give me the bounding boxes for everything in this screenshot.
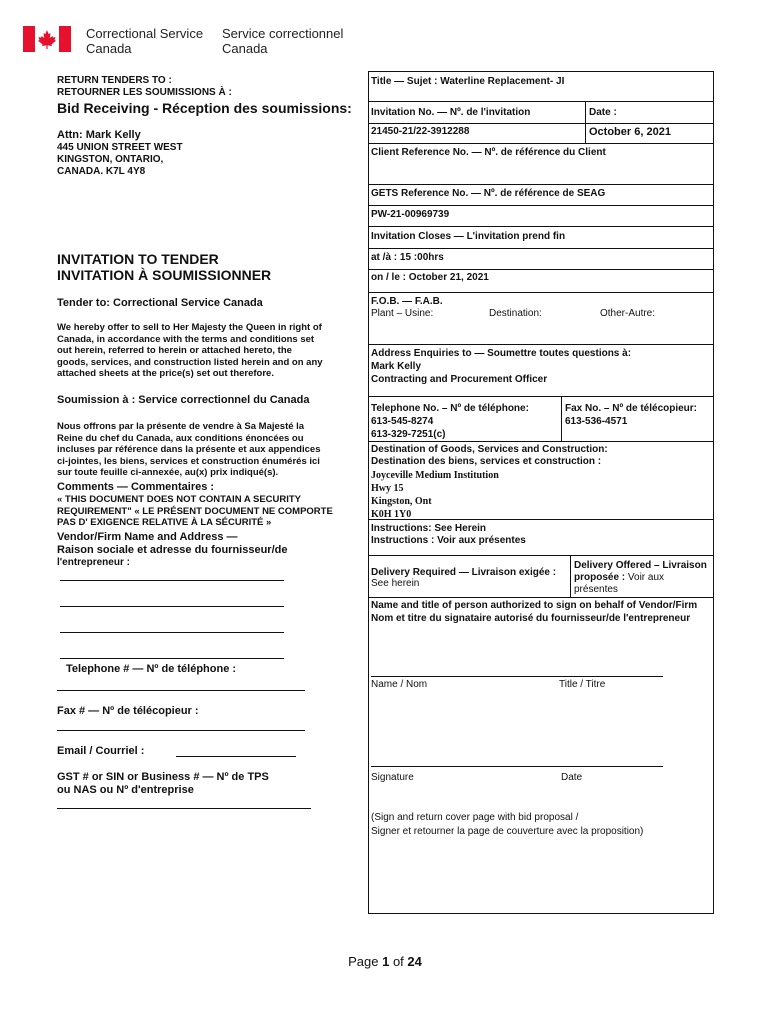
vendor-line3: l'entrepreneur : [57, 557, 130, 568]
name-title-field[interactable] [371, 676, 663, 677]
security-note [57, 494, 362, 529]
address-line: K0H 1Y0 [371, 509, 412, 520]
offer-en-line: goods, services, and construction listed herein and on any [57, 356, 323, 368]
plant-label: Plant – Usine: [371, 308, 434, 319]
security-line: « THIS DOCUMENT DOES NOT CONTAIN A SECURITY [57, 494, 302, 505]
department-name-fr [222, 26, 343, 56]
contact-title: Contracting and Procurement Officer [371, 374, 548, 385]
address-line: Hwy 15 [371, 483, 404, 494]
signature-label: Signature [371, 772, 414, 783]
closes-time: at /à : 15 :00hrs [371, 252, 444, 263]
soumission-a: Soumission à : Service correctionnel du Canada [57, 394, 310, 406]
offer-en-line: attached sheets at the price(s) set out therefore. [57, 368, 274, 379]
delivery-offered-value: Voir aux [627, 572, 665, 583]
divider [368, 597, 714, 598]
divider [368, 248, 714, 249]
closes-date: on / le : October 21, 2021 [371, 272, 489, 283]
email-field[interactable] [176, 756, 296, 757]
fax-field[interactable] [57, 730, 305, 731]
page-number [0, 954, 770, 969]
fax-no: 613-536-4571 [565, 416, 628, 427]
comments-label: Comments — Commentaires : [57, 481, 215, 493]
divider [585, 101, 586, 143]
divider [368, 292, 714, 293]
offer-en-line: out herein, referred to herein or attached hereto, the [57, 345, 292, 356]
dept-en-line1: Correctional Service [86, 26, 204, 41]
street: 445 UNION STREET WEST [57, 142, 183, 153]
vendor-line-field-3[interactable] [60, 632, 284, 633]
signature-field[interactable] [371, 766, 663, 767]
divider [368, 441, 714, 442]
instructions-fr: Instructions : Voir aux présentes [371, 535, 526, 546]
page-current: 1 [382, 954, 390, 969]
divider [368, 143, 714, 144]
divider [368, 344, 714, 345]
delivery-offered-line3: présentes [574, 584, 618, 595]
divider [368, 101, 714, 102]
of-word: of [392, 954, 404, 969]
divider [368, 205, 714, 206]
destination-goods-en: Destination of Goods, Services and Construction: [371, 444, 608, 455]
offer-fr-line: Nous offrons par la présente de vendre à Sa Majesté la [57, 421, 305, 432]
date-label: Date : [589, 107, 617, 118]
divider [368, 123, 714, 124]
country: CANADA. K7L 4Y8 [57, 166, 146, 177]
title-label: Title / Titre [559, 679, 606, 690]
delivery-required-value: See herein [371, 578, 420, 589]
address-block [57, 129, 183, 178]
address-line: Joyceville Medium Institution [371, 470, 499, 481]
return-tenders: RETURN TENDERS TO : [57, 75, 172, 86]
title-subject: Title — Sujet : Waterline Replacement- JI [371, 76, 565, 87]
telephone-no-1: 613-545-8274 [371, 416, 434, 427]
department-name-en [86, 26, 203, 56]
delivery-offered [574, 560, 714, 596]
dept-fr-line2: Canada [222, 41, 268, 56]
vendor-line-field-1[interactable] [60, 580, 284, 581]
telephone-label: Telephone # — Nº de téléphone : [66, 663, 237, 675]
authorized-person-en: Name and title of person authorized to sign on behalf of Vendor/Firm [371, 600, 698, 611]
destination-label: Destination: [489, 308, 542, 319]
telephone-no-2: 613-329-7251(c) [371, 429, 446, 440]
dept-en-line2: Canada [86, 41, 132, 56]
invitation-no: 21450-21/22-3912288 [371, 126, 470, 137]
instructions-en: Instructions: See Herein [371, 523, 487, 534]
vendor-line-field-2[interactable] [60, 606, 284, 607]
enquiries-label: Address Enquiries to — Soumettre toutes questions à: [371, 348, 632, 359]
invitation-a-soumissionner: INVITATION À SOUMISSIONNER [57, 267, 272, 283]
fax-no-label: Fax No. – Nº de télécopieur: [565, 403, 698, 414]
telephone-field[interactable] [57, 690, 305, 691]
delivery-offered-line2: proposée : [574, 572, 626, 583]
other-label: Other-Autre: [600, 308, 656, 319]
vendor-line-field-4[interactable] [60, 658, 284, 659]
offer-en [57, 322, 357, 380]
delivery-address [371, 469, 499, 521]
delivery-required: Delivery Required — Livraison exigée : [371, 567, 557, 578]
fax-label: Fax # — Nº de télécopieur : [57, 705, 199, 717]
offer-fr-line: sur toute feuille ci-annexée, au(x) prix indiqué(s). [57, 467, 279, 478]
sign-instruction-en: (Sign and return cover page with bid proposal / [371, 812, 579, 823]
destination-goods-fr: Destination des biens, services et construction : [371, 456, 602, 467]
dept-fr-line1: Service correctionnel [222, 26, 344, 41]
invitation-closes: Invitation Closes — L'invitation prend fin [371, 231, 566, 242]
divider [368, 226, 714, 227]
page-word: Page [348, 954, 379, 969]
security-line: PAS D' EXIGENCE RELATIVE À LA SÉCURITÉ » [57, 517, 272, 528]
name-label: Name / Nom [371, 679, 428, 690]
date-field-label: Date [561, 772, 583, 783]
vendor-line2: Raison sociale et adresse du fournisseur/de [57, 544, 288, 556]
fob-label: F.O.B. — F.A.B. [371, 296, 443, 307]
divider [561, 396, 562, 441]
gst-line1: GST # or SIN or Business # — Nº de TPS [57, 771, 269, 783]
offer-en-line: We hereby offer to sell to Her Majesty the Queen in right of [57, 322, 322, 333]
vendor-line1: Vendor/Firm Name and Address — [57, 531, 238, 543]
authorized-person-fr: Nom et titre du signataire autorisé du fournisseur/de l'entrepreneur [371, 613, 691, 624]
gets-reference-no: PW-21-00969739 [371, 209, 450, 220]
offer-fr-line: ci-jointes, les biens, services et construction énumérés ici [57, 455, 320, 467]
attn: Attn: Mark Kelly [57, 129, 141, 141]
divider [368, 184, 714, 185]
divider [570, 555, 571, 597]
divider [368, 555, 714, 556]
delivery-offered-line1: Delivery Offered – Livraison [574, 560, 707, 571]
telephone-no-label: Telephone No. – Nº de téléphone: [371, 403, 529, 414]
divider [368, 269, 714, 270]
invitation-to-tender: INVITATION TO TENDER [57, 251, 219, 267]
contact-name: Mark Kelly [371, 361, 422, 372]
invitation-no-label: Invitation No. — Nº. de l'invitation [371, 107, 531, 118]
gets-reference-label: GETS Reference No. — Nº. de référence de SEAG [371, 188, 606, 199]
retourner-soumissions: RETOURNER LES SOUMISSIONS À : [57, 87, 232, 98]
client-reference: Client Reference No. — Nº. de référence du Client [371, 147, 606, 158]
gst-label [57, 771, 269, 797]
email-label: Email / Courriel : [57, 745, 145, 757]
vendor-label [57, 531, 287, 569]
canada-flag-icon [23, 26, 71, 52]
bid-receiving: Bid Receiving - Réception des soumissions: [57, 100, 352, 116]
offer-fr-line: incluses par référence dans la présente et aux appendices [57, 444, 321, 455]
gst-line2: ou NAS ou Nº d'entreprise [57, 784, 194, 796]
security-line: REQUIREMENT" « LE PRÉSENT DOCUMENT NE COMPORTE [57, 505, 333, 517]
page-total: 24 [407, 954, 422, 969]
offer-en-line: Canada, in accordance with the terms and conditions set [57, 333, 315, 345]
sign-instruction-fr: Signer et retourner la page de couverture avec la proposition) [371, 826, 644, 837]
city: KINGSTON, ONTARIO, [57, 154, 164, 165]
gst-field[interactable] [57, 808, 311, 809]
tender-to: Tender to: Correctional Service Canada [57, 297, 263, 309]
divider [368, 519, 714, 520]
address-line: Kingston, Ont [371, 496, 432, 507]
divider [368, 396, 714, 397]
offer-fr-line: Reine du chef du Canada, aux conditions énoncées ou [57, 432, 304, 444]
offer-fr [57, 421, 357, 479]
invitation-date: October 6, 2021 [589, 126, 671, 138]
